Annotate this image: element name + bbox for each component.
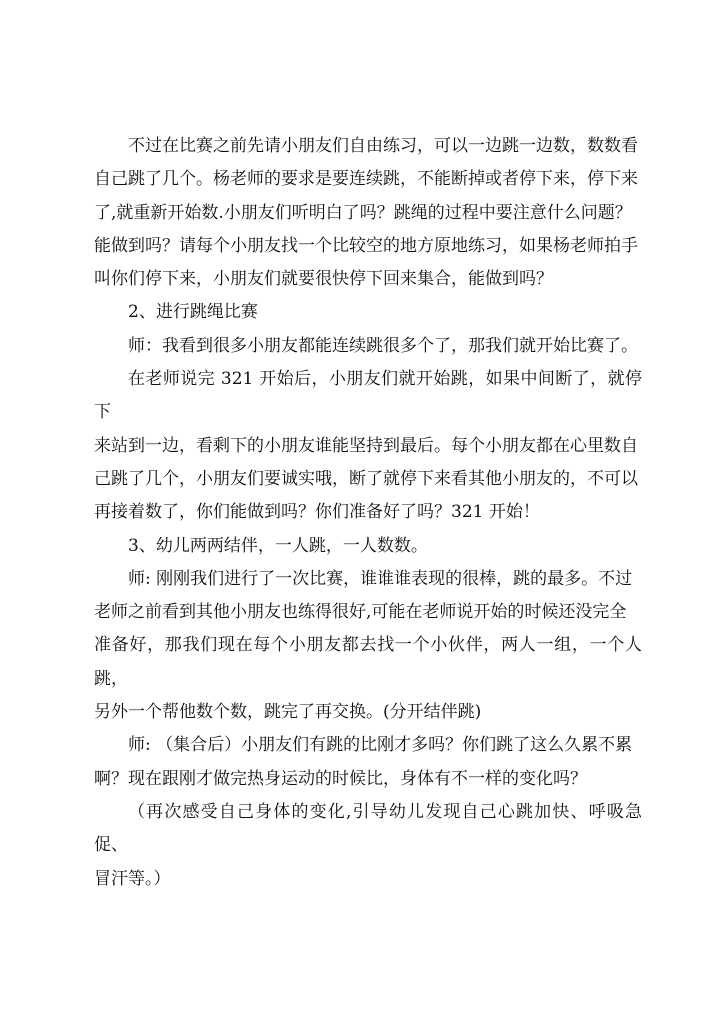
document-body	[94, 130, 642, 896]
paragraph-free-practice: 不过在比赛之前先请小朋友们自由练习，可以一边跳一边数，数数看 自己跳了几个。杨老师的要求是要连续跳，不能断掉或者停下来，停下来 了,就重新开始数.小朋友们听明白了吗？跳绳的过程中要注意什么问题？ 能做到吗？请每个小朋友找一个比较空的地方原地练习，如果杨老师拍手 叫你们停下来，小朋友们就要很快停下回来集合，能做到吗？	[94, 136, 638, 290]
paragraph-body-changes-note: （再次感受自己身体的变化,引导幼儿发现自己心跳加快、呼吸急促、 冒汗等。）	[94, 801, 642, 889]
heading-pair-up: 3、幼儿两两结伴，一人跳，一人数数。	[128, 535, 428, 556]
heading-jump-rope-contest: 2、进行跳绳比赛	[128, 302, 258, 323]
paragraph-teacher-start-contest: 师：我看到很多小朋友都能连续跳很多个了，那我们就开始比赛了。	[128, 335, 638, 356]
paragraph-teacher-after-gathering: 师: （集合后）小朋友们有跳的比刚才多吗？你们跳了这么久累不累 啊？现在跟刚才做完热身运动的时候比，身体有不一样的变化吗？	[94, 735, 633, 789]
paragraph-teacher-pair-instructions: 师: 刚刚我们进行了一次比赛，谁谁谁表现的很棒，跳的最多。不过 老师之前看到其他小朋友也练得很好,可能在老师说开始的时候还没完全 准备好，那我们现在每个小朋友都去找一个小伙伴，两人一组，一个人跳， 另外一个帮他数个数，跳完了再交换。(分开结伴跳)	[94, 568, 642, 723]
paragraph-contest-rules: 在老师说完 321 开始后，小朋友们就开始跳，如果中间断了，就停下 来站到一边，看剩下的小朋友谁能坚持到最后。每个小朋友都在心里数自 己跳了几个，小朋友们要诚实哦，断了就停下来看其他小朋友的，不可以 再接着数了，你们能做到吗？你们准备好了吗？321 开始！	[94, 369, 642, 523]
